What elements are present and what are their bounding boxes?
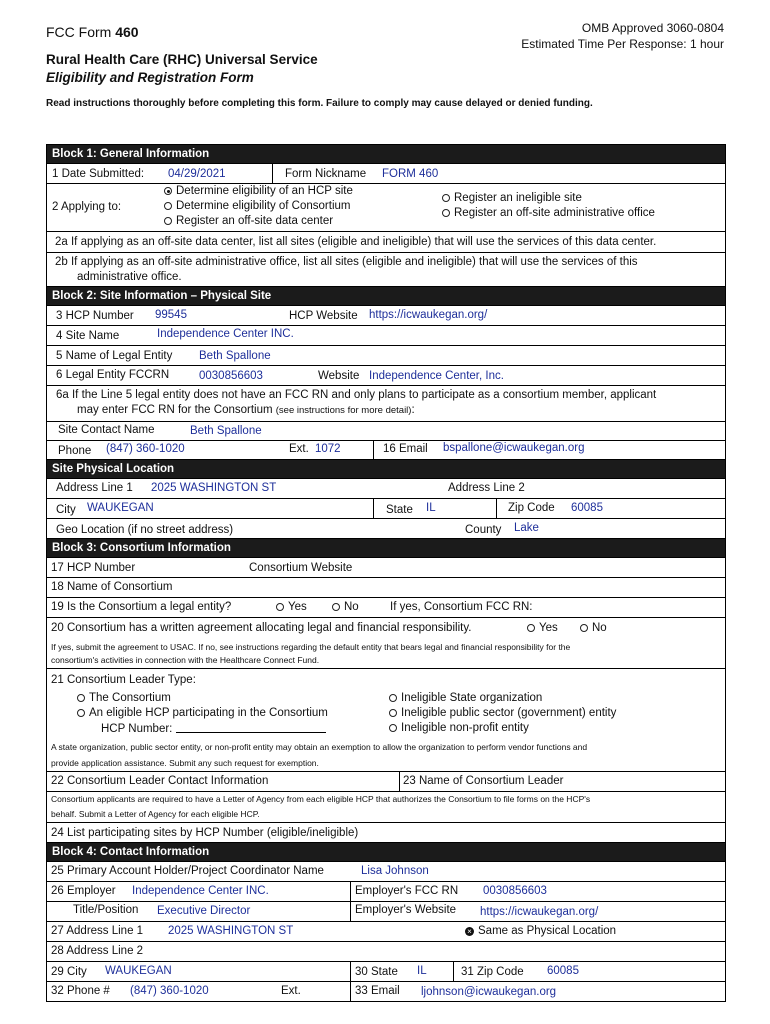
title-position-field[interactable]: Executive Director <box>157 905 251 917</box>
form-title: FCC Form 460 <box>46 24 139 40</box>
omb-info <box>521 20 724 52</box>
radio-q20-no[interactable] <box>580 622 607 634</box>
row-date-submitted <box>47 164 725 184</box>
site-name-field[interactable]: Independence Center INC. <box>157 328 294 340</box>
employer-website-field[interactable]: https://icwaukegan.org/ <box>480 906 599 918</box>
row-2a <box>47 232 725 253</box>
row-6a <box>47 386 725 422</box>
q19-label: 19 Is the Consortium a legal entity? <box>51 601 232 613</box>
date-field[interactable]: 04/29/2021 <box>168 168 226 180</box>
site-contact-label: Site Contact Name <box>58 424 155 436</box>
state-label: State <box>386 504 413 516</box>
loa-note-cont: behalf. Submit a Letter of Agency for each eligible HCP. <box>51 809 260 819</box>
q28-label: 28 Address Line 2 <box>51 945 144 957</box>
q20-label: 20 Consortium has a written agreement allocating legal and financial responsibility. <box>51 622 472 634</box>
radio-icon <box>389 724 397 732</box>
no-label: No <box>592 622 607 634</box>
q30-label: 30 State <box>355 966 398 978</box>
q20-note-cont: consortium's activities in connection with the Healthcare Connect Fund. <box>51 655 320 665</box>
radio-icon <box>389 694 397 702</box>
row-24 <box>47 823 725 843</box>
q31-zip-field[interactable]: 60085 <box>547 965 579 977</box>
row-site-contact <box>47 422 725 440</box>
block3-header: Block 3: Consortium Information <box>47 539 725 558</box>
hcp-website-label: HCP Website <box>289 310 358 322</box>
address1-field[interactable]: 2025 WASHINGTON ST <box>151 482 277 494</box>
q22-label: 22 Consortium Leader Contact Information <box>51 775 269 787</box>
q29-city-field[interactable]: WAUKEGAN <box>105 965 172 977</box>
ext-field[interactable]: 1072 <box>315 443 341 455</box>
email-field[interactable]: bspallone@icwaukegan.org <box>443 442 585 454</box>
radio-offsite-admin[interactable] <box>442 207 655 219</box>
q19-rn-label: If yes, Consortium FCC RN: <box>390 601 533 613</box>
row-legal-entity <box>47 346 725 366</box>
form-heading: Rural Health Care (RHC) Universal Service <box>46 52 318 67</box>
q2a-text: 2a If applying as an off-site data center, list all sites (eligible and ineligible) that will use the services of this data center. <box>55 236 657 248</box>
q32-label: 32 Phone # <box>51 985 110 997</box>
radio-icon <box>332 603 340 611</box>
row-applying-to <box>47 184 725 232</box>
q33-label: 33 Email <box>355 985 400 997</box>
employer-label: 26 Employer <box>51 885 116 897</box>
q27-label: 27 Address Line 1 <box>51 925 144 937</box>
leader-nonprofit-label: Ineligible non-profit entity <box>401 722 529 734</box>
opt-ineligible-label: Register an ineligible site <box>454 192 582 204</box>
block2-header: Block 2: Site Information – Physical Site <box>47 287 725 306</box>
row-city-state <box>47 499 725 519</box>
q29-label: 29 City <box>51 966 87 978</box>
radio-icon <box>164 217 172 225</box>
county-label: County <box>465 524 502 536</box>
radio-icon <box>442 209 450 217</box>
q25-label: 25 Primary Account Holder/Project Coordinator Name <box>51 865 324 877</box>
form-body <box>46 144 726 1002</box>
consortium-website-label: Consortium Website <box>249 562 353 574</box>
hcp-website-field[interactable]: https://icwaukegan.org/ <box>369 309 488 321</box>
row-21 <box>47 669 725 772</box>
radio-q20-yes[interactable] <box>527 622 558 634</box>
omb-number: OMB Approved 3060-0804 <box>581 21 724 35</box>
state-field[interactable]: IL <box>426 502 436 514</box>
radio-leader-public[interactable] <box>389 707 616 719</box>
q6a-note: (see instructions for more detail) <box>275 405 412 416</box>
row-geo <box>47 519 725 539</box>
block4-header: Block 4: Contact Information <box>47 843 725 862</box>
row-title <box>47 902 725 922</box>
leader-hcp-number <box>101 722 326 735</box>
q23-label: 23 Name of Consortium Leader <box>403 775 564 787</box>
applying-label: 2 Applying to: <box>52 201 122 213</box>
row-22-23 <box>47 772 725 792</box>
radio-leader-state[interactable] <box>389 692 542 704</box>
row-19 <box>47 598 725 618</box>
row-27 <box>47 922 725 942</box>
loa-note: Consortium applicants are required to have a Letter of Agency from each eligible HCP that authorizes the Consortium to file forms on the HCP's <box>51 794 591 804</box>
row-phone <box>47 440 725 460</box>
yes-label: Yes <box>288 601 307 613</box>
radio-leader-consortium[interactable] <box>77 692 171 704</box>
no-label: No <box>344 601 359 613</box>
row-fccrn <box>47 366 725 386</box>
fccrn-label: 6 Legal Entity FCCRN <box>56 369 170 381</box>
radio-leader-hcp[interactable] <box>77 707 328 719</box>
row-18 <box>47 578 725 598</box>
radio-icon <box>77 709 85 717</box>
radio-q19-yes[interactable] <box>276 601 307 613</box>
leader-cons-label: The Consortium <box>89 692 171 704</box>
address1-label: Address Line 1 <box>56 482 133 494</box>
radio-leader-nonprofit[interactable] <box>389 722 529 734</box>
radio-q19-no[interactable] <box>332 601 359 613</box>
row-26 <box>47 882 725 902</box>
row-hcp-number <box>47 306 725 326</box>
q20-note: If yes, submit the agreement to USAC. If no, see instructions regarding the default entity that bears legal and financial responsibility for the <box>51 642 571 652</box>
time-estimate: Estimated Time Per Response: 1 hour <box>521 37 724 51</box>
q33-email-field[interactable]: ljohnson@icwaukegan.org <box>421 986 557 998</box>
radio-icon <box>77 694 85 702</box>
opt-offsite-admin-label: Register an off-site administrative office <box>454 207 655 219</box>
checked-x-icon: × <box>465 927 474 936</box>
q30-state-field[interactable]: IL <box>417 965 427 977</box>
block1-header: Block 1: General Information <box>47 145 725 164</box>
q31-label: 31 Zip Code <box>461 966 524 978</box>
q6a-text-cont <box>77 404 415 416</box>
row-2b <box>47 253 725 287</box>
radio-offsite-dc[interactable] <box>164 215 333 227</box>
radio-selected-icon <box>164 187 172 195</box>
q18-label: 18 Name of Consortium <box>51 581 173 593</box>
q6a-text: 6a If the Line 5 legal entity does not have an FCC RN and only plans to participate as a consortium member, applicant <box>56 389 657 401</box>
employer-field[interactable]: Independence Center INC. <box>132 885 269 897</box>
row-32-33 <box>47 982 725 1002</box>
title-position-label: Title/Position <box>73 904 139 916</box>
employer-website-label: Employer's Website <box>355 904 457 916</box>
ext-label: Ext. <box>289 443 309 455</box>
exempt-note-cont: provide application assistance. Submit any such request for exemption. <box>51 758 319 768</box>
exempt-note: A state organization, public sector entity, or non-profit entity may obtain an exemption to allow the organization to perform vendor functions and <box>51 742 588 752</box>
website-field[interactable]: Independence Center, Inc. <box>369 370 504 382</box>
yes-label: Yes <box>539 622 558 634</box>
q6a-line2: may enter FCC RN for the Consortium <box>77 404 273 416</box>
q24-label: 24 List participating sites by HCP Number (eligible/ineligible) <box>51 827 359 839</box>
row-17 <box>47 558 725 578</box>
geo-label: Geo Location (if no street address) <box>56 524 234 536</box>
row-address1 <box>47 479 725 499</box>
phone-field[interactable]: (847) 360-1020 <box>106 443 185 455</box>
opt-consortium-label: Determine eligibility of Consortium <box>176 200 351 212</box>
radio-icon <box>442 194 450 202</box>
county-field[interactable]: Lake <box>514 522 539 534</box>
q32-ext-label: Ext. <box>281 985 301 997</box>
zip-label: Zip Code <box>508 502 555 514</box>
radio-ineligible-site[interactable] <box>442 192 582 204</box>
physical-location-header: Site Physical Location <box>47 460 725 479</box>
site-name-label: 4 Site Name <box>56 330 120 342</box>
hcp-number-label: HCP Number: <box>101 723 173 735</box>
row-25 <box>47 862 725 882</box>
nickname-field[interactable]: FORM 460 <box>382 168 439 180</box>
radio-icon <box>527 624 535 632</box>
nickname-label: Form Nickname <box>285 168 367 180</box>
row-20 <box>47 618 725 669</box>
radio-icon <box>164 202 172 210</box>
q27-address-field[interactable]: 2025 WASHINGTON ST <box>168 925 294 937</box>
opt-offsite-dc-label: Register an off-site data center <box>176 215 334 227</box>
radio-icon <box>276 603 284 611</box>
radio-consortium[interactable] <box>164 200 350 212</box>
row-28 <box>47 942 725 962</box>
coordinator-name-field[interactable]: Lisa Johnson <box>361 865 429 877</box>
employer-rn-field[interactable]: 0030856603 <box>483 885 547 897</box>
form-subheading: Eligibility and Registration Form <box>46 70 254 85</box>
radio-hcp-site[interactable] <box>164 185 353 197</box>
opt-hcp-label: Determine eligibility of an HCP site <box>176 185 353 197</box>
legal-entity-field[interactable]: Beth Spallone <box>199 350 271 362</box>
leader-public-label: Ineligible public sector (government) entity <box>401 707 617 719</box>
hcp-number-blank[interactable] <box>176 722 326 733</box>
same-as-physical-label: Same as Physical Location <box>478 925 617 937</box>
radio-icon <box>580 624 588 632</box>
hcp-label: 3 HCP Number <box>56 310 134 322</box>
q32-phone-field[interactable]: (847) 360-1020 <box>130 985 209 997</box>
q21-label: 21 Consortium Leader Type: <box>51 674 196 686</box>
email-label: 16 Email <box>383 443 428 455</box>
row-site-name <box>47 326 725 346</box>
q17-label: 17 HCP Number <box>51 562 136 574</box>
legal-entity-label: 5 Name of Legal Entity <box>56 350 173 362</box>
fccrn-field[interactable]: 0030856603 <box>199 370 263 382</box>
address2-label: Address Line 2 <box>448 482 525 494</box>
city-field[interactable]: WAUKEGAN <box>87 502 154 514</box>
form-instructions: Read instructions thoroughly before completing this form. Failure to comply may cause delayed or denied funding. <box>46 98 593 109</box>
site-contact-field[interactable]: Beth Spallone <box>190 425 262 437</box>
leader-hcp-label: An eligible HCP participating in the Consortium <box>89 707 328 719</box>
row-loa-note <box>47 792 725 823</box>
q6a-colon: : <box>411 404 415 416</box>
date-label: 1 Date Submitted: <box>52 168 145 180</box>
zip-field[interactable]: 60085 <box>571 502 603 514</box>
row-29-31 <box>47 962 725 982</box>
phone-label: Phone <box>58 445 92 457</box>
website-label: Website <box>318 370 360 382</box>
radio-icon <box>389 709 397 717</box>
q2b-text: 2b If applying as an off-site administrative office, list all sites (eligible and ineligible) that will use the services of this <box>55 256 638 268</box>
leader-state-label: Ineligible State organization <box>401 692 543 704</box>
city-label: City <box>56 504 76 516</box>
q2b-text-cont: administrative office. <box>77 271 182 283</box>
employer-rn-label: Employer's FCC RN <box>355 885 459 897</box>
hcp-number-field[interactable]: 99545 <box>155 309 187 321</box>
same-as-physical-checkbox[interactable] <box>465 925 616 937</box>
